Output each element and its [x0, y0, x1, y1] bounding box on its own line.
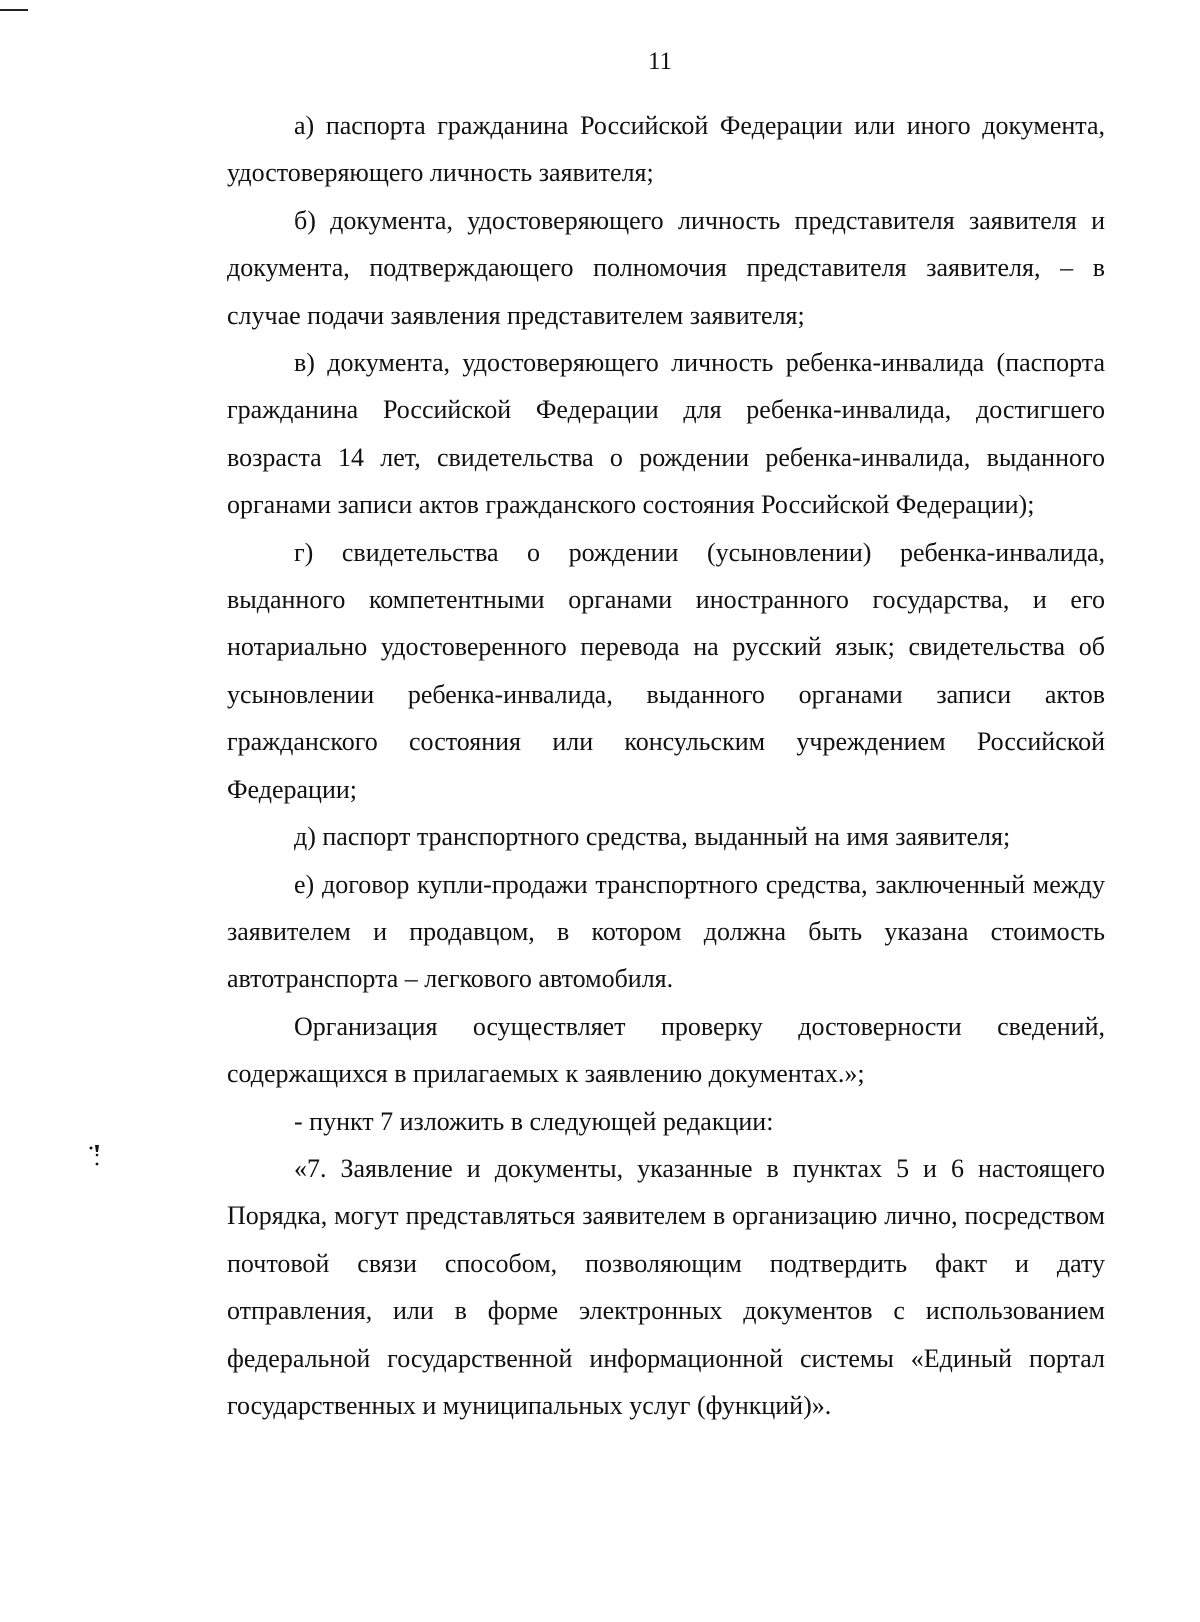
- paragraph-item-b: б) документа, удостоверяющего личность представителя заявителя и документа, подтверждающего полномочия представителя заявителя, – в случае подачи заявления представителем заявителя;: [227, 205, 1105, 330]
- paragraph-item-v: в) документа, удостоверяющего личность ребенка-инвалида (паспорта гражданина Российской Федерации для ребенка-инвалида, достигшего возраста 14 лет, свидетельства о рождении ребенка-инвалида, выданного органами записи актов гражданского состояния Российской Федерации);: [227, 348, 1105, 520]
- document-body: [227, 102, 1105, 1429]
- page-number: 11: [647, 48, 673, 75]
- paragraph-item-e: е) договор купли-продажи транспортного средства, заключенный между заявителем и продавцом, в котором должна быть указана стоимость автотранспорта – легкового автомобиля.: [227, 869, 1105, 994]
- paragraph-amendment-intro: - пункт 7 изложить в следующей редакции:: [294, 1106, 774, 1136]
- scan-corner-mark: [0, 0, 30, 4]
- paragraph-clause-7: «7. Заявление и документы, указанные в пунктах 5 и 6 настоящего Порядка, могут представляться заявителем в организацию лично, посредством почтовой связи способом, позволяющим подтвердить факт и дату отправления, или в форме электронных документов с использованием федеральной государственной информационной системы «Единый портал государственных и муниципальных услуг (функций)».: [227, 1153, 1105, 1420]
- paragraph-item-g: г) свидетельства о рождении (усыновлении) ребенка-инвалида, выданного компетентными органами иностранного государства, и его нотариально удостоверенного перевода на русский язык; свидетельства об усыновлении ребенка-инвалида, выданного органами записи актов гражданского состояния или консульским учреждением Российской Федерации;: [227, 537, 1105, 804]
- paragraph-item-a: а) паспорта гражданина Российской Федерации или иного документа, удостоверяющего личность заявителя;: [227, 111, 1105, 188]
- paragraph-item-d: д) паспорт транспортного средства, выданный на имя заявителя;: [294, 822, 1011, 852]
- scan-speck-mark: [88, 1143, 102, 1169]
- paragraph-verification: Организация осуществляет проверку достоверности сведений, содержащихся в прилагаемых к заявлению документах.»;: [227, 1011, 1105, 1089]
